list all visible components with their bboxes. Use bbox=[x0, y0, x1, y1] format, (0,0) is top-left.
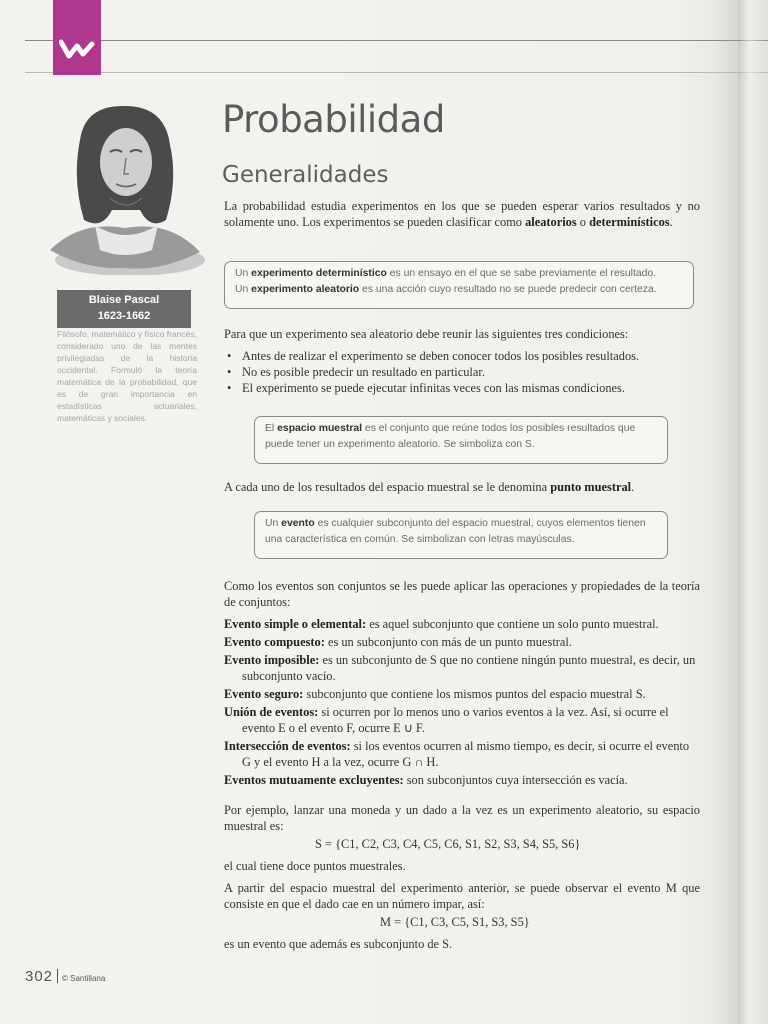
intro-term-deterministicos: determinísticos bbox=[589, 215, 670, 229]
event-term: Eventos mutuamente excluyentes: bbox=[224, 773, 404, 787]
definition-box-sample-space bbox=[254, 416, 668, 464]
event-term: Evento seguro: bbox=[224, 687, 304, 701]
event-desc: es aquel subconjunto que contiene un solo punto muestral. bbox=[366, 617, 659, 631]
list-item bbox=[224, 738, 700, 770]
footer-divider bbox=[57, 969, 58, 983]
term-sample-point: punto muestral bbox=[550, 480, 632, 494]
intro-term-aleatorios: aleatorios bbox=[525, 215, 577, 229]
sample-point-paragraph bbox=[224, 479, 700, 495]
intro-period: . bbox=[669, 215, 673, 229]
definition-random bbox=[235, 282, 683, 298]
list-item: • El experimento se puede ejecutar infinitas veces con las mismas condiciones. bbox=[224, 380, 700, 396]
bio-name: Blaise Pascal bbox=[88, 294, 160, 306]
event-term: Evento compuesto: bbox=[224, 635, 325, 649]
intro-paragraph bbox=[224, 198, 700, 230]
header-rule-secondary bbox=[25, 72, 768, 73]
list-item bbox=[224, 652, 700, 684]
event-term: Evento simple o elemental: bbox=[224, 617, 367, 631]
event-desc: es un subconjunto de S que no contiene ningún punto muestral, es decir, un subconjunto vacío. bbox=[242, 653, 696, 683]
def-term: experimento aleatorio bbox=[251, 284, 360, 295]
event-term: Intersección de eventos: bbox=[224, 739, 351, 753]
list-item bbox=[224, 772, 700, 788]
list-item bbox=[224, 704, 700, 736]
conditions-list bbox=[224, 348, 700, 396]
def-prefix: Un bbox=[235, 268, 252, 279]
intro-conjunction: o bbox=[576, 215, 590, 229]
event-desc: son subconjuntos cuya intersección es vacía. bbox=[403, 773, 628, 787]
intro-text: La probabilidad estudia experimentos en los que se pueden esperar varios resultados y no solamente uno. Los experimentos se pueden clasificar como bbox=[224, 199, 700, 229]
def-text: es un ensayo en el que se sabe previamente el resultado. bbox=[386, 268, 657, 279]
page-title: Probabilidad bbox=[222, 98, 445, 141]
example-intro: Por ejemplo, lanzar una moneda y un dado a la vez es un experimento aleatorio, su espacio muestral es: bbox=[224, 803, 700, 833]
event-term: Evento imposible: bbox=[224, 653, 320, 667]
def-text: es el conjunto que reúne todos los posibles resultados que puede tener un experimento aleatorio. Se simboliza con S. bbox=[265, 423, 636, 450]
bio-header bbox=[57, 290, 191, 328]
sample-space-note: el cual tiene doce puntos muestrales. bbox=[224, 859, 406, 873]
w-logo-icon bbox=[59, 38, 95, 62]
def-text: es una acción cuyo resultado no se puede predecir con certeza. bbox=[359, 284, 657, 295]
def-prefix: El bbox=[265, 423, 278, 434]
page-fold-shadow bbox=[738, 0, 768, 1024]
event-desc: subconjunto que contiene los mismos puntos del espacio muestral S. bbox=[303, 687, 646, 701]
page-number: 302 bbox=[25, 968, 54, 985]
definition-box-experiments bbox=[224, 261, 694, 309]
event-m-intro: A partir del espacio muestral del experimento anterior, se puede observar el evento M que consiste en que el dado cae en un número impar, así: bbox=[224, 881, 700, 911]
event-desc: es un subconjunto con más de un punto muestral. bbox=[324, 635, 572, 649]
def-term: experimento determinístico bbox=[251, 268, 387, 279]
pascal-portrait-image bbox=[40, 100, 205, 275]
event-desc: si ocurren por lo menos uno o varios eventos a la vez. Así, si ocurre el evento E o el evento F, ocurre E ∪ F. bbox=[242, 705, 669, 735]
bio-description: Filósofo, matemático y físico francés, considerado uno de las mentes privilegiadas de la historia occidental. Formuló la teoría matemática de la probabilidad, que es de gran importancia en estadísticas actuariales, matemáticas y sociales. bbox=[57, 329, 197, 423]
list-item bbox=[224, 634, 700, 650]
publisher-credit: © Santillana bbox=[62, 974, 106, 983]
operations-intro: Como los eventos son conjuntos se les puede aplicar las operaciones y propiedades de la teoría de conjuntos: bbox=[224, 579, 700, 609]
conditions-intro: Para que un experimento sea aleatorio debe reunir las siguientes tres condiciones: bbox=[224, 327, 629, 341]
list-item: • Antes de realizar el experimento se deben conocer todos los posibles resultados. bbox=[224, 348, 700, 364]
section-subtitle: Generalidades bbox=[222, 162, 389, 188]
def-term: espacio muestral bbox=[277, 423, 363, 434]
equation-sample-space: S = {C1, C2, C3, C4, C5, C6, S1, S2, S3, S4, S5, S6} bbox=[315, 837, 581, 851]
header-rule bbox=[25, 40, 768, 41]
def-prefix: Un bbox=[265, 518, 282, 529]
def-term: evento bbox=[281, 518, 315, 529]
def-prefix: Un bbox=[235, 284, 252, 295]
event-m-note: es un evento que además es subconjunto de S. bbox=[224, 937, 453, 951]
def-text: es cualquier subconjunto del espacio muestral, cuyos elementos tienen una característica en común. Se simbolizan con letras mayúsculas. bbox=[265, 518, 646, 545]
event-desc: si los eventos ocurren al mismo tiempo, es decir, si ocurre el evento G y el evento H a la vez, ocurre G ∩ H. bbox=[242, 739, 690, 769]
event-term: Unión de eventos: bbox=[224, 705, 319, 719]
definition-box-event bbox=[254, 511, 668, 559]
paragraph-end: . bbox=[631, 480, 635, 494]
equation-event-m: M = {C1, C3, C5, S1, S3, S5} bbox=[380, 915, 530, 929]
list-item bbox=[224, 686, 700, 702]
definition-deterministic bbox=[235, 266, 683, 282]
events-list bbox=[224, 616, 700, 790]
list-item bbox=[224, 616, 700, 632]
section-tab bbox=[53, 0, 101, 75]
page-footer bbox=[25, 968, 105, 986]
list-item: • No es posible predecir un resultado en particular. bbox=[224, 364, 700, 380]
bio-years: 1623-1662 bbox=[97, 310, 151, 322]
paragraph-text: A cada uno de los resultados del espacio muestral se le denomina bbox=[224, 480, 551, 494]
